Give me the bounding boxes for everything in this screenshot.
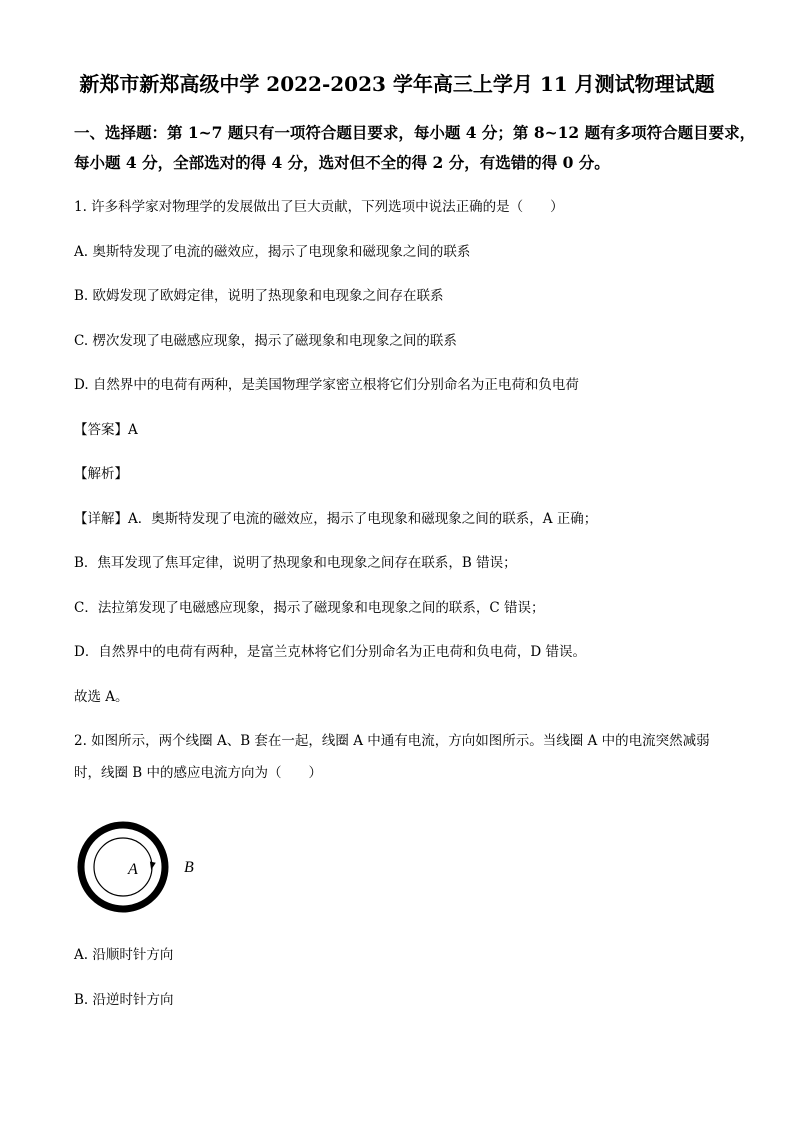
q1-option-d: D. 自然界中的电荷有两种，是美国物理学家密立根将它们分别命名为正电荷和负电荷 (74, 377, 579, 393)
q2-stem-line-2: 时，线圈 B 中的感应电流方向为（ ） (74, 765, 323, 781)
coil-b-label: B (184, 859, 194, 876)
q1-explanation-line: D．自然界中的电荷有两种，是富兰克林将它们分别命名为正电荷和负电荷，D 错误。 (74, 644, 586, 660)
coil-diagram (74, 820, 234, 920)
q1-stem: 1. 许多科学家对物理学的发展做出了巨大贡献，下列选项中说法正确的是（ ） (74, 199, 564, 215)
q1-answer: 【答案】A (74, 422, 138, 438)
coil-a-ring (94, 838, 152, 896)
q2-option-b: B. 沿逆时针方向 (74, 992, 174, 1008)
coil-a-label: A (128, 861, 138, 878)
q1-explanation-line: B．焦耳发现了焦耳定律，说明了热现象和电现象之间存在联系，B 错误； (74, 555, 517, 571)
q1-option-a: A. 奥斯特发现了电流的磁效应，揭示了电现象和磁现象之间的联系 (74, 244, 471, 260)
section-heading-line-2: 每小题 4 分，全部选对的得 4 分，选对但不全的得 2 分，有选错的得 0 分。 (74, 153, 610, 172)
q1-explanation-line: C．法拉第发现了电磁感应现象，揭示了磁现象和电现象之间的联系，C 错误； (74, 600, 545, 616)
q1-analysis-label: 【解析】 (74, 466, 128, 482)
q1-conclusion: 故选 A。 (74, 689, 129, 705)
q1-option-c: C. 楞次发现了电磁感应现象，揭示了磁现象和电现象之间的联系 (74, 333, 457, 349)
q1-explanation-line: 【详解】A．奥斯特发现了电流的磁效应，揭示了电现象和磁现象之间的联系，A 正确； (74, 511, 598, 527)
section-heading-line-1: 一、选择题：第 1~7 题只有一项符合题目要求，每小题 4 分；第 8~12 题有多项符合题目要求， (74, 123, 756, 142)
page-title: 新郑市新郑高级中学 2022-2023 学年高三上学月 11 月测试物理试题 (79, 72, 715, 96)
q2-option-a: A. 沿顺时针方向 (74, 947, 174, 963)
q2-stem-line-1: 2. 如图所示，两个线圈 A、B 套在一起，线圈 A 中通有电流，方向如图所示。当线圈 A 中的电流突然减弱 (74, 733, 710, 749)
coil-figure (74, 820, 234, 920)
q1-option-b: B. 欧姆发现了欧姆定律，说明了热现象和电现象之间存在联系 (74, 288, 444, 304)
